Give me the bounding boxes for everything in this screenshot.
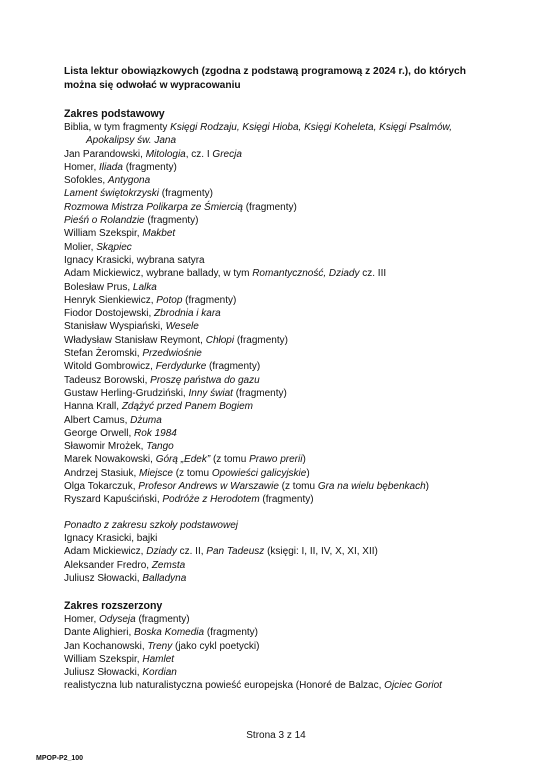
item-text: (fragmenty) xyxy=(259,494,314,506)
list-item xyxy=(64,187,504,200)
item-text: (fragmenty) xyxy=(206,361,261,373)
title-text: Miejsce xyxy=(139,467,173,479)
item-text: Gustaw Herling-Grudziński, xyxy=(64,387,189,399)
title-text: Apokalipsy św. Jana xyxy=(86,135,177,147)
item-text: realistyczna lub naturalistyczna powieść europejska (Honoré de Balzac, xyxy=(64,680,385,692)
title-text: Pan Tadeusz xyxy=(206,546,265,558)
list-item xyxy=(64,653,504,666)
item-text: (z tomu xyxy=(210,454,250,466)
list-item xyxy=(64,414,504,427)
title-text: Chłopi xyxy=(205,334,235,346)
list-item xyxy=(64,294,504,307)
list-item xyxy=(64,545,504,558)
item-text: Hanna Krall, xyxy=(64,401,122,413)
item-text: Tadeusz Borowski, xyxy=(64,374,151,386)
item-text: (księgi: I, II, IV, X, XI, XII) xyxy=(264,546,378,558)
item-text: George Orwell, xyxy=(64,427,135,439)
title-text: Wesele xyxy=(165,321,199,333)
document-code: MPOP-P2_100 xyxy=(36,755,84,762)
list-item xyxy=(64,281,504,294)
title-text: Treny xyxy=(147,640,173,652)
item-text: Witold Gombrowicz, xyxy=(64,361,156,373)
item-text: Sławomir Mrożek, xyxy=(64,441,147,453)
item-text: (fragmenty) xyxy=(232,387,287,399)
item-text: William Szekspir, xyxy=(64,228,143,240)
list-item xyxy=(64,467,504,480)
title-text: Iliada xyxy=(99,161,123,173)
reading-list-basic xyxy=(64,121,504,507)
title-text: Rozmowa Mistrza Polikarpa ze Śmiercią xyxy=(64,201,243,213)
list-item xyxy=(64,374,504,387)
title-text: Ferdydurke xyxy=(155,361,207,373)
section-title-basic: Zakres podstawowy xyxy=(64,108,165,120)
title-text: Balladyna xyxy=(142,572,187,584)
title-text: Księgi Rodzaju, Księgi Hioba, Księgi Koheleta, Księgi Psalmów, xyxy=(170,122,452,133)
list-item xyxy=(64,267,504,280)
item-text: (z tomu xyxy=(172,467,212,479)
list-item xyxy=(64,148,504,161)
item-text: ) xyxy=(306,467,310,479)
list-item xyxy=(64,572,504,585)
title-text: Profesor Andrews w Warszawie xyxy=(138,481,279,493)
list-item xyxy=(64,493,504,506)
item-text: Homer, xyxy=(64,614,100,625)
item-text: Adam Mickiewicz, xyxy=(64,546,147,558)
item-text: Juliusz Słowacki, xyxy=(64,572,143,584)
list-item xyxy=(64,121,504,134)
item-text: (fragmenty) xyxy=(122,161,177,173)
item-text: Fiodor Dostojewski, xyxy=(64,308,155,320)
title-text: Pieśń o Rolandzie xyxy=(64,215,145,227)
item-text: cz. II, xyxy=(176,546,207,558)
title-text: Mitologia xyxy=(145,148,186,160)
item-text: Dante Alighieri, xyxy=(64,627,135,639)
title-text: Górą „Edek” xyxy=(155,454,211,466)
list-item xyxy=(64,480,504,493)
title-text: Rok 1984 xyxy=(134,427,177,439)
title-text: Lament świętokrzyski xyxy=(64,188,160,200)
title-text: Tango xyxy=(146,441,174,453)
item-text: Stanisław Wyspiański, xyxy=(64,321,166,333)
title-text: Proszę państwa do gazu xyxy=(150,374,260,386)
item-text: (fragmenty) xyxy=(204,627,258,639)
list-item xyxy=(64,347,504,360)
item-text: (z tomu xyxy=(278,481,318,493)
item-text: Sofokles, xyxy=(64,175,108,187)
list-item xyxy=(64,174,504,187)
item-text: cz. III xyxy=(359,268,387,280)
item-text: Olga Tokarczuk, xyxy=(64,481,139,493)
item-text: Ryszard Kapuściński, xyxy=(64,494,163,506)
item-text: Henryk Sienkiewicz, xyxy=(64,294,157,306)
item-text: (fragmenty) xyxy=(242,201,297,213)
list-item xyxy=(64,626,504,639)
list-item xyxy=(64,440,504,453)
list-item xyxy=(64,134,504,147)
list-item xyxy=(64,307,504,320)
item-text: (fragmenty) xyxy=(135,614,190,625)
title-text: Opowieści galicyjskie xyxy=(211,467,307,479)
title-text: Podróże z Herodotem xyxy=(162,494,260,506)
item-text: Aleksander Fredro, xyxy=(64,559,152,571)
list-item xyxy=(64,666,504,679)
list-item xyxy=(64,201,504,214)
item-text: Jan Kochanowski, xyxy=(64,640,148,652)
item-text: (fragmenty) xyxy=(144,215,199,227)
title-text: Hamlet xyxy=(142,653,175,665)
title-text: Przedwiośnie xyxy=(142,348,202,360)
document-heading: Lista lektur obowiązkowych (zgodna z podstawą programową z 2024 r.), do których można się odwołać w wypracowaniu xyxy=(64,66,466,91)
title-text: Inny świat xyxy=(188,387,233,399)
list-item xyxy=(64,387,504,400)
title-text: Boska Komedia xyxy=(134,627,205,639)
item-text: Bolesław Prus, xyxy=(64,281,133,293)
title-text: Romantyczność, Dziady xyxy=(252,268,360,280)
list-item xyxy=(64,227,504,240)
title-text: Odyseja xyxy=(99,614,136,625)
item-text: , cz. I xyxy=(185,148,213,160)
title-text: Gra na wielu bębenkach xyxy=(317,481,426,493)
item-text: Adam Mickiewicz, wybrane ballady, w tym xyxy=(64,268,253,280)
item-text: (fragmenty) xyxy=(159,188,213,200)
list-item xyxy=(64,241,504,254)
title-text: Zemsta xyxy=(151,559,186,571)
item-text: ) xyxy=(302,454,306,466)
list-item xyxy=(64,254,504,267)
item-text: Albert Camus, xyxy=(64,414,131,426)
title-text: Lalka xyxy=(132,281,157,293)
item-text: (fragmenty) xyxy=(182,294,237,306)
title-text: Ojciec Goriot xyxy=(384,680,442,692)
item-text: William Szekspir, xyxy=(64,653,143,665)
list-item xyxy=(64,453,504,466)
list-item xyxy=(64,532,504,545)
list-item xyxy=(64,559,504,572)
list-item xyxy=(64,161,504,174)
list-item xyxy=(64,360,504,373)
title-text: Antygona xyxy=(107,175,151,187)
title-text: Dziady xyxy=(146,546,177,558)
title-text: Grecja xyxy=(212,148,242,160)
title-text: Zdążyć przed Panem Bogiem xyxy=(121,401,253,413)
list-item xyxy=(64,400,504,413)
item-text: (jako cykl poetycki) xyxy=(172,640,260,652)
section-title-primary: Ponadto z zakresu szkoły podstawowej xyxy=(64,520,238,531)
item-text: Ignacy Krasicki, wybrana satyra xyxy=(64,254,205,266)
item-text: (fragmenty) xyxy=(234,334,288,346)
item-text: ) xyxy=(425,481,430,493)
title-text: Kordian xyxy=(142,667,177,679)
item-text: Andrzej Stasiuk, xyxy=(64,467,140,479)
list-item xyxy=(64,640,504,653)
item-text: Biblia, w tym fragmenty xyxy=(64,122,171,133)
list-item xyxy=(64,613,504,626)
list-item xyxy=(64,214,504,227)
title-text: Zbrodnia i kara xyxy=(154,308,221,320)
list-item xyxy=(64,320,504,333)
item-text: Marek Nowakowski, xyxy=(64,454,156,466)
section-title-extended: Zakres rozszerzony xyxy=(64,600,163,612)
item-text: Władysław Stanisław Reymont, xyxy=(64,334,206,346)
item-text: Stefan Żeromski, xyxy=(64,348,143,360)
title-text: Dżuma xyxy=(130,414,162,426)
page-number: Strona 3 z 14 xyxy=(246,730,306,741)
list-item xyxy=(64,334,504,347)
item-text: Homer, xyxy=(64,161,100,173)
list-item xyxy=(64,679,504,692)
item-text: Juliusz Słowacki, xyxy=(64,667,143,679)
reading-list-extended xyxy=(64,613,504,693)
item-text: Molier, xyxy=(64,241,97,253)
title-text: Prawo prerii xyxy=(249,454,303,466)
title-text: Skąpiec xyxy=(96,241,132,253)
item-text: Ignacy Krasicki, bajki xyxy=(64,533,158,544)
item-text: Jan Parandowski, xyxy=(64,148,146,160)
title-text: Potop xyxy=(156,294,183,306)
list-item xyxy=(64,427,504,440)
reading-list-primary xyxy=(64,532,504,585)
title-text: Makbet xyxy=(142,228,176,240)
